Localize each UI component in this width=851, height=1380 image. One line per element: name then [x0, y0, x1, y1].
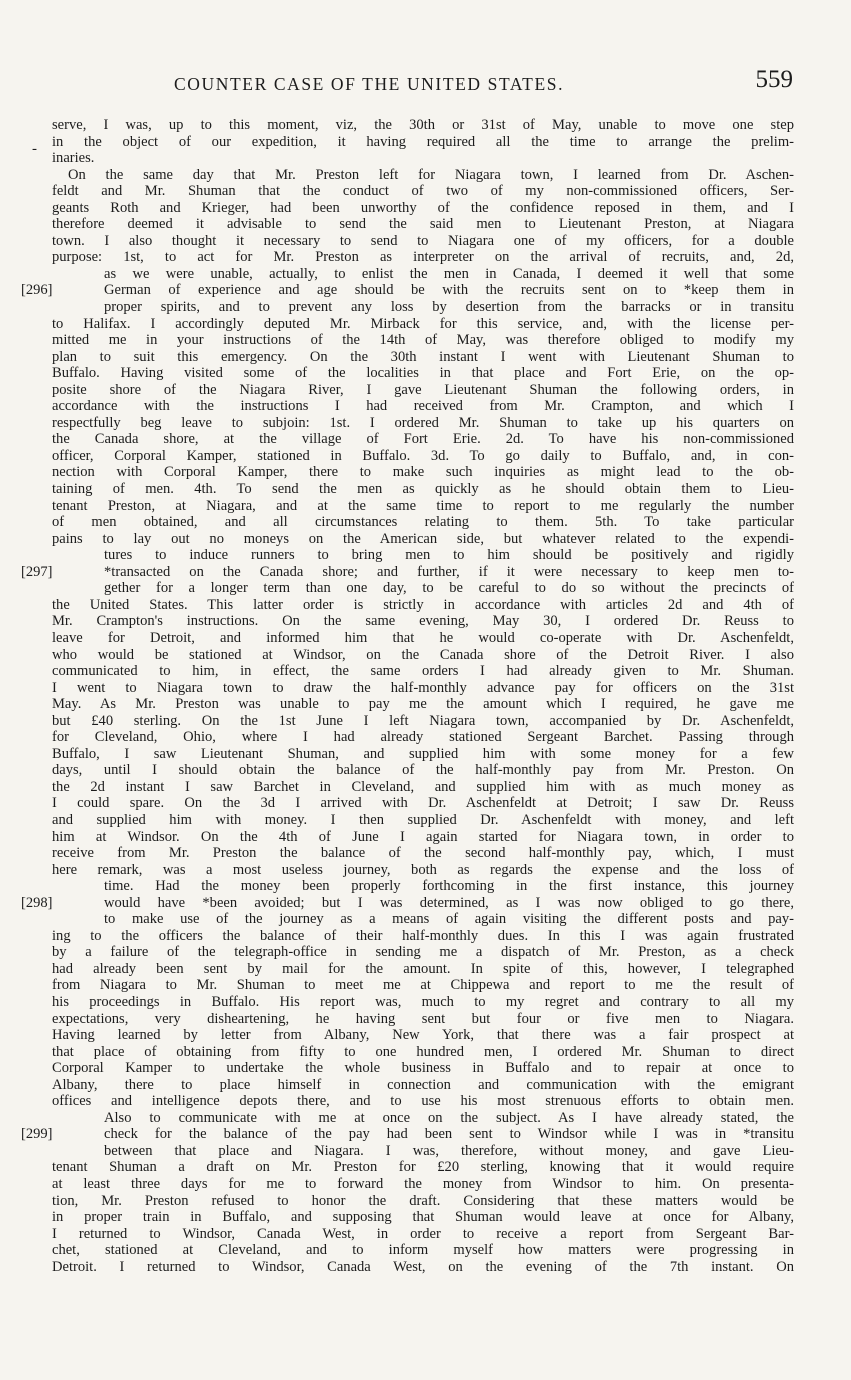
page-header — [52, 66, 799, 106]
text-line — [52, 498, 794, 515]
text-line — [52, 1259, 794, 1276]
line-text: plan to suit this emergency. On the 30th instant I went with Lieutenant Shuman to — [52, 348, 794, 365]
text-line — [52, 762, 794, 779]
text-line — [52, 233, 794, 250]
text-line — [52, 415, 794, 432]
line-text: tion, Mr. Preston refused to honor the draft. Considering that these matters would be — [52, 1192, 794, 1209]
text-line — [52, 1176, 794, 1193]
text-line — [52, 266, 794, 283]
line-text: by a failure of the telegraph-office in sending me a dispatch of Mr. Preston, as a check — [52, 944, 794, 961]
line-text: for Cleveland, Ohio, where I had already stationed Sergeant Barchet. Passing through — [52, 729, 794, 746]
text-line — [52, 316, 794, 333]
text-line — [52, 464, 794, 481]
text-line — [52, 134, 794, 151]
text-line — [21, 894, 794, 912]
text-line — [52, 299, 794, 316]
line-text: tenant Shuman a draft on Mr. Preston for £20 sterling, knowing that it would require — [52, 1159, 794, 1176]
text-line — [52, 845, 794, 862]
text-line — [52, 349, 794, 366]
text-line — [52, 647, 794, 664]
line-text: feldt and Mr. Shuman that the conduct of two of my non-commissioned officers, Ser- — [52, 183, 794, 200]
text-line — [52, 1077, 794, 1094]
line-text: German of experience and age should be with the recruits sent on to *keep them in — [104, 282, 794, 299]
text-line — [52, 1044, 794, 1061]
line-text: would have *been avoided; but I was determined, as I was now obliged to go there, — [104, 894, 794, 911]
line-text: and supplied him with money. I then supplied Dr. Aschenfeldt with money, and left — [52, 811, 794, 828]
text-line — [52, 531, 794, 548]
text-line — [52, 746, 794, 763]
text-line — [52, 547, 794, 564]
page-reference-marker: [297] — [21, 563, 53, 580]
text-line — [52, 1011, 794, 1028]
text-line — [52, 1193, 794, 1210]
text-line — [52, 928, 794, 945]
line-text: On the same day that Mr. Preston left for Niagara town, I learned from Dr. Aschen- — [68, 166, 794, 183]
text-line — [52, 878, 794, 895]
line-text: May. As Mr. Preston was unable to pay me the amount which I required, he gave me — [52, 696, 794, 713]
running-title: COUNTER CASE OF THE UNITED STATES. — [174, 74, 565, 94]
text-line — [52, 729, 794, 746]
text-line — [52, 994, 794, 1011]
line-text: leave for Detroit, and informed him that he would co-operate with Dr. Aschenfeldt, — [52, 629, 794, 646]
line-text: officer, Corporal Kamper, stationed in Buffalo. 3d. To go daily to Buffalo, and, in con- — [52, 447, 794, 464]
text-line — [52, 795, 794, 812]
line-text: town. I also thought it necessary to send to Niagara one of my officers, for a double — [52, 232, 794, 249]
text-line — [52, 630, 794, 647]
line-text: serve, I was, up to this moment, viz, the 30th or 31st of May, unable to move one step — [52, 117, 794, 133]
line-text: Corporal Kamper to undertake the whole business in Buffalo and to repair at once to — [52, 1060, 794, 1077]
text-line — [52, 1060, 794, 1077]
line-text: the United States. This latter order is strictly in accordance with articles 2d and 4th of — [52, 596, 794, 613]
text-line — [52, 117, 794, 134]
line-text: offices and intelligence depots there, and to use his most strenuous efforts to obtain men. — [52, 1093, 794, 1110]
line-text: expectations, very disheartening, he having sent but four or five men to Niagara. — [52, 1010, 794, 1027]
line-text: proper spirits, and to prevent any loss by desertion from the barracks or in transitu — [104, 299, 794, 316]
line-text: between that place and Niagara. I was, therefore, without money, and gave Lieu- — [104, 1142, 794, 1159]
line-text: who would be stationed at Windsor, on the Canada shore of the Detroit River. I also — [52, 646, 794, 663]
line-text: from Niagara to Mr. Shuman to meet me at Chippewa and report to me the result of — [52, 977, 794, 994]
text-line — [52, 977, 794, 994]
text-line — [52, 613, 794, 630]
line-text: Also to communicate with me at once on the subject. As I have already stated, the — [104, 1109, 794, 1126]
line-text: in proper train in Buffalo, and supposing that Shuman would leave at once for Albany, — [52, 1209, 794, 1226]
text-line — [52, 1159, 794, 1176]
page-reference-marker: [298] — [21, 894, 53, 911]
text-line — [52, 249, 794, 266]
text-line — [52, 398, 794, 415]
line-text: his proceedings in Buffalo. His report was, much to my regret and contrary to all my — [52, 993, 794, 1010]
text-line — [52, 1093, 794, 1110]
line-text: gether for a longer term than one day, to be careful to do so without the precincts of — [104, 580, 794, 597]
text-line — [52, 1226, 794, 1243]
line-text: had already been sent by mail for the amount. In spite of this, however, I telegraphed — [52, 960, 794, 977]
line-text: nection with Corporal Kamper, there to make such inquiries as might lead to the ob- — [52, 464, 794, 481]
text-line — [52, 332, 794, 349]
text-line — [52, 1143, 794, 1160]
line-text: the 2d instant I saw Barchet in Cleveland, and supplied him with as much money as — [52, 778, 794, 795]
text-line — [52, 1242, 794, 1259]
line-text: check for the balance of the pay had been sent to Windsor while I was in *transitu — [104, 1126, 794, 1143]
text-line — [52, 167, 794, 184]
page-reference-marker: [299] — [21, 1126, 53, 1143]
line-text: receive from Mr. Preston the balance of the second half-monthly pay, which, I must — [52, 845, 794, 862]
text-line — [52, 961, 794, 978]
line-text: mitted me in your instructions of the 14th of May, was therefore obliged to modify my — [52, 332, 794, 349]
text-line — [52, 597, 794, 614]
body-text — [21, 117, 794, 1275]
line-text: taining of men. 4th. To send the men as quickly as he should obtain them to Lieu- — [52, 481, 794, 498]
line-text: the Canada shore, at the village of Fort Erie. 2d. To have his non-commissioned — [52, 431, 794, 448]
line-text: Buffalo, I saw Lieutenant Shuman, and supplied him with some money for a few — [52, 745, 794, 762]
text-line — [52, 779, 794, 796]
line-text: I went to Niagara town to draw the half-monthly advance pay for officers on the 31st — [52, 679, 794, 696]
text-line — [52, 911, 794, 928]
line-text: communicated to him, in effect, the same orders I had already given to Mr. Shuman. — [52, 663, 794, 680]
text-line — [52, 150, 794, 167]
line-text: inaries. — [52, 150, 95, 167]
text-line — [52, 1110, 794, 1127]
text-line — [52, 696, 794, 713]
line-text: to make use of the journey as a means of again visiting the different posts and pay- — [104, 911, 794, 928]
text-line — [52, 862, 794, 879]
line-text: Buffalo. Having visited some of the localities in that place and Fort Erie, on the op- — [52, 365, 794, 382]
line-text: that place of obtaining from fifty to one hundred men, I ordered Mr. Shuman to direct — [52, 1043, 794, 1060]
line-text: I returned to Windsor, Canada West, in order to receive a report from Sergeant Bar- — [52, 1225, 794, 1242]
line-text: respectfully beg leave to subjoin: 1st. I ordered Mr. Shuman to take up his quarters on — [52, 414, 794, 431]
text-line — [52, 1209, 794, 1226]
line-text: tenant Preston, at Niagara, and at the same time to report to me regularly the number — [52, 497, 794, 514]
text-line — [52, 1027, 794, 1044]
line-text: Mr. Crampton's instructions. On the same evening, May 30, I ordered Dr. Reuss to — [52, 613, 794, 630]
text-line — [52, 680, 794, 697]
margin-mark: - — [32, 141, 37, 157]
text-line — [52, 431, 794, 448]
line-text: pains to lay out no moneys on the American side, but whatever related to the expendi- — [52, 530, 794, 547]
line-text: purpose: 1st, to act for Mr. Preston as interpreter on the arrival of recruits, and, 2d, — [52, 249, 794, 266]
line-text: days, until I should obtain the balance of the half-monthly pay from Mr. Preston. On — [52, 762, 794, 779]
line-text: I could spare. On the 3d I arrived with Dr. Aschenfeldt at Detroit; I saw Dr. Reuss — [52, 795, 794, 812]
text-line — [52, 183, 794, 200]
line-text: *transacted on the Canada shore; and further, if it were necessary to keep men to- — [104, 563, 794, 580]
text-line — [21, 563, 794, 581]
line-text: to Halifax. I accordingly deputed Mr. Mirback for this service, and, with the license per- — [52, 315, 794, 332]
text-line — [52, 580, 794, 597]
page-reference-marker: [296] — [21, 282, 53, 299]
text-line — [52, 216, 794, 233]
line-text: Having learned by letter from Albany, New York, that there was a fair prospect at — [52, 1027, 794, 1044]
line-text: Detroit. I returned to Windsor, Canada West, on the evening of the 7th instant. On — [52, 1258, 794, 1275]
line-text: him at Windsor. On the 4th of June I again started for Niagara town, in order to — [52, 828, 794, 845]
line-text: geants Roth and Krieger, had been unworthy of the confidence reposed in them, and I — [52, 199, 794, 216]
line-text: posite shore of the Niagara River, I gave Lieutenant Shuman the following orders, in — [52, 381, 794, 398]
text-line — [52, 944, 794, 961]
line-text: chet, stationed at Cleveland, and to inform myself how matters were progressing in — [52, 1242, 794, 1259]
line-text: tures to induce runners to bring men to him should be positively and rigidly — [104, 547, 794, 564]
line-text: in the object of our expedition, it having required all the time to arrange the prelim- — [52, 133, 794, 150]
text-line — [52, 365, 794, 382]
text-line — [52, 812, 794, 829]
text-line — [52, 663, 794, 680]
line-text: of men obtained, and all circumstances relating to them. 5th. To take particular — [52, 514, 794, 531]
line-text: but £40 sterling. On the 1st June I left Niagara town, accompanied by Dr. Aschenfeldt, — [52, 712, 794, 729]
text-line — [21, 282, 794, 299]
text-line — [52, 448, 794, 465]
line-text: ing to the officers the balance of their half-monthly dues. In this I was again frustrated — [52, 927, 794, 944]
page-number: 559 — [755, 66, 793, 93]
line-text: Albany, there to place himself in connection and communication with the emigrant — [52, 1076, 794, 1093]
line-text: accordance with the instructions I had received from Mr. Crampton, and which I — [52, 398, 794, 415]
text-line — [52, 481, 794, 498]
line-text: as we were unable, actually, to enlist the men in Canada, I deemed it well that some — [104, 265, 794, 282]
text-line — [21, 1126, 794, 1143]
text-line — [52, 713, 794, 730]
text-line — [52, 200, 794, 217]
line-text: here remark, was a most useless journey, both as regards the expense and the loss of — [52, 861, 794, 878]
text-line — [52, 829, 794, 846]
text-line — [52, 514, 794, 531]
line-text: therefore deemed it advisable to send the said men to Lieutenant Preston, at Niagara — [52, 216, 794, 233]
line-text: at least three days for me to forward the money from Windsor to him. On presenta- — [52, 1176, 794, 1192]
text-line — [52, 382, 794, 399]
line-text: time. Had the money been properly forthcoming in the first instance, this journey — [104, 878, 794, 895]
